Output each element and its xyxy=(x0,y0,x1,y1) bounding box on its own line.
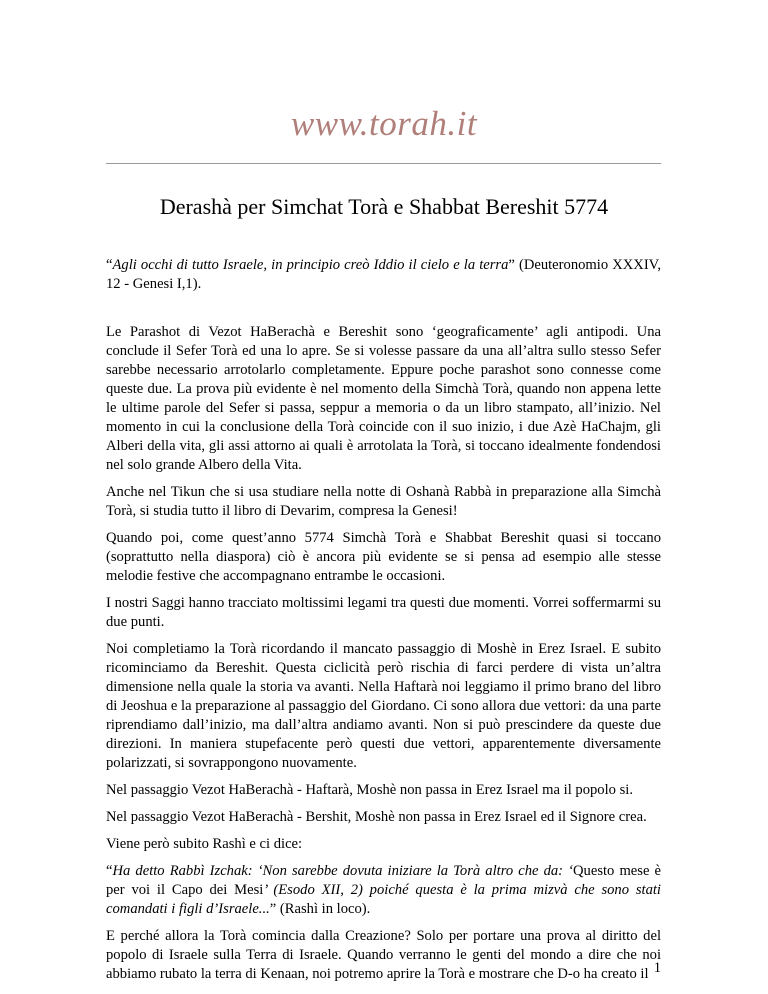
paragraph: Anche nel Tikun che si usa studiare nella notte di Oshanà Rabbà in preparazione alla Simchà Torà, si studia tutto il libro di Devarim, compresa la Genesi! xyxy=(106,484,661,519)
rashi-text-3: ’ (Esodo XII, 2) poiché questa è la prima mizvà che sono stati comandati i figli d’Israele... xyxy=(106,882,661,917)
page-number: 1 xyxy=(653,960,661,976)
paragraph: Le Parashot di Vezot HaBerachà e Bereshit sono ‘geograficamente’ agli antipodi. Una conclude il Sefer Torà ed una lo apre. Se si volesse passare da una all’altra sullo stesso Sefer sarebbe necessario arrotolarlo completamente. Eppure poche parashot sono connesse come queste due. La prova più evidente è nel momento della Simchà Torà, quando non appena lette le ultime parole del Sefer si passa, seppur a memoria o da un libro stampato, all’inizio. Nel momento in cui la conclusione della Torà coincide con il suo inizio, i due Azè HaChajm, gli Alberi della vita, gli assi attorno ai quali è arrotolata la Torà, si toccano idealmente fondendosi nel solo grande Albero della Vita. xyxy=(106,324,661,473)
paragraph: I nostri Saggi hanno tracciato moltissimi legami tra questi due momenti. Vorrei soffermarmi su due punti. xyxy=(106,595,661,630)
quote-source: ” (Deuteronomio XXXIV, 12 - Genesi I,1). xyxy=(106,257,661,292)
rashi-source: ” (Rashì in loco). xyxy=(269,901,371,917)
header-divider xyxy=(106,163,661,164)
quote-text: Agli occhi di tutto Israele, in principio creò Iddio il cielo e la terra xyxy=(112,257,509,273)
paragraph: E perché allora la Torà comincia dalla Creazione? Solo per portare una prova al diritto del popolo di Israele sulla Terra di Israele. Quando verranno le genti del mondo a dire che noi abbiamo rubato la terra di Kenaan, noi potremo aprire la Torà e mostrare che D-o ha creato il xyxy=(106,928,661,982)
paragraph: Viene però subito Rashì e ci dice: xyxy=(106,836,303,852)
paragraph: Noi completiamo la Torà ricordando il mancato passaggio di Moshè in Erez Israel. E subito ricominciamo da Bereshit. Questa ciclicità però rischia di farci perdere di vista un’altra dimensione nella quale la storia va avanti. Nella Haftarà noi leggiamo il primo brano del libro di Jeoshua e la preparazione al passaggio del Giordano. Ci sono allora due vettori: da una parte riprendiamo dall’inizio, ma dall’altra andiamo avanti. Non si può prescindere da queste due direzioni. In maniera stupefacente però questi due vettori, apparentemente diversamente polarizzati, si sovrappongono nuovamente. xyxy=(106,641,661,771)
rashi-text-2: Questo mese è per voi il Capo dei Mesi xyxy=(106,863,662,898)
paragraph: Nel passaggio Vezot HaBerachà - Haftarà, Moshè non passa in Erez Israel ma il popolo si. xyxy=(106,782,633,798)
document-title: Derashà per Simchat Torà e Shabbat Bereshit 5774 xyxy=(159,194,609,219)
rashi-text-1: Ha detto Rabbì Izchak: ‘Non sarebbe dovuta iniziare la Torà altro che da: ‘ xyxy=(112,863,573,879)
rashi-open: “ xyxy=(106,863,113,879)
document-body xyxy=(106,256,661,992)
rashi-quote xyxy=(106,862,661,919)
opening-quote xyxy=(106,256,661,294)
site-header: www.torah.it xyxy=(290,104,478,143)
paragraph: Quando poi, come quest’anno 5774 Simchà Torà e Shabbat Bereshit quasi si toccano (soprattutto nella diaspora) ciò è ancora più evidente se si pensa ad esempio alle stesse melodie festive che accompagnano entrambe le occasioni. xyxy=(106,530,661,584)
paragraph: Nel passaggio Vezot HaBerachà - Bershit, Moshè non passa in Erez Israel ed il Signore crea. xyxy=(106,809,647,825)
quote-open: “ xyxy=(106,257,113,273)
